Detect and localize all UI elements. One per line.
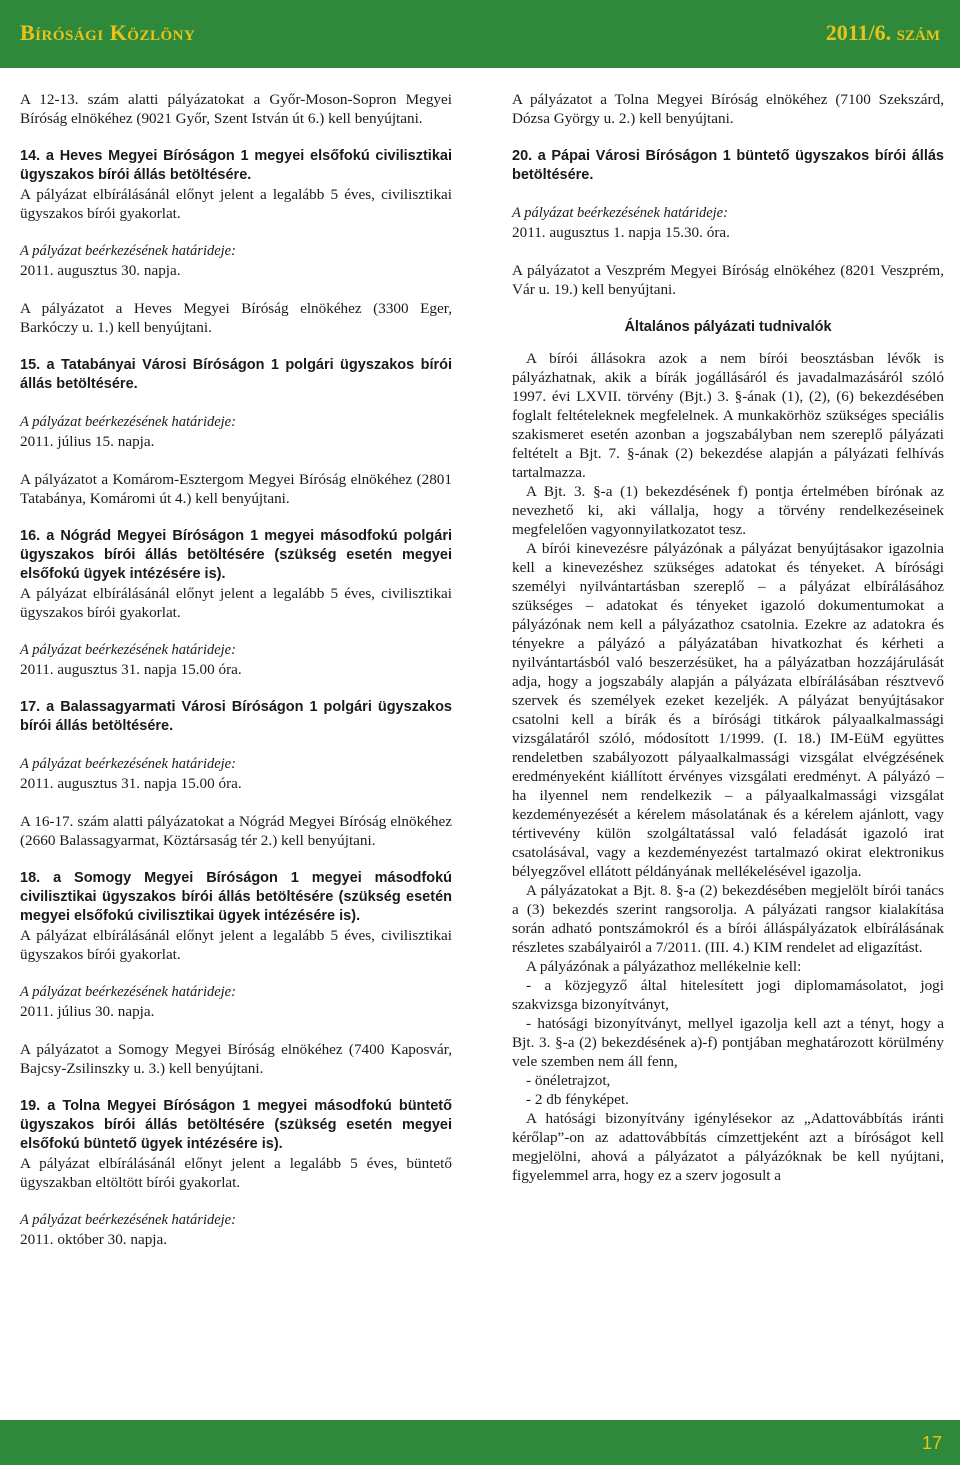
section-heading: 20. a Pápai Városi Bíróságon 1 büntető ügyszakos bírói állás betöltésére. [512, 148, 944, 183]
general-info-paragraph: - önéletrajzot, [526, 1072, 611, 1089]
general-info-paragraph: A bírói kinevezésre pályázónak a pályázat benyújtásakor igazolnia kell a kinevezéshez szükséges adatokat és tényeket. A bírósági személyi nyilvántartásban szereplő – a pályázat elbírálásához szükséges – adatokat és tényeket igazoló dokumentumokat a pályázónak nem kell a pályázathoz csatolnia. Ezekre az adatokra és tényekre a pályázó a pályázatában hivatkozhat és kérheti a nyilvántartásból való beszerzésüket, ha a pályázatban hozzájárulását adja, hogy a jogszabály alapján a pályázata elbírálásában résztvevő szervek és személyek ezeket kezeljék. A pályázat benyújtásakor csatolni kell a bírák és a bírósági titkárok pályaalkalmassági vizsgálatáról szóló, módosított 1/1999. (I. 18.) IM-EüM együttes rendeletben szabályozott pályaalkalmassági vizsgálat elvégzésének eredményeként kiállított érvényes vizsgálati eredményt. A pályázó – ha ilyennel nem rendelkezik – a pályaalkalmassági vizsgálat kezdeményezését a kérelem másolatának és a kérelem ajánlott, vagy tértivevény külön szolgáltatással való feladását igazoló irat csatolásával, vagy a kezdeményezést tartalmazó okirat elektronikus bélyegzővel ellátott példányának mellékelésével igazolja. [512, 540, 944, 880]
page-header [0, 0, 960, 68]
deadline-label: A pályázat beérkezésének határideje: [512, 205, 728, 221]
deadline-label: A pályázat beérkezésének határideje: [20, 756, 236, 772]
paragraph: 2011. október 30. napja. [20, 1231, 168, 1248]
section-heading: 15. a Tatabányai Városi Bíróságon 1 polgári ügyszakos bírói állás betöltésére. [20, 357, 452, 392]
publication-title: Bírósági Közlöny [20, 20, 196, 45]
paragraph: A pályázatot a Komárom-Esztergom Megyei Bíróság elnökéhez (2801 Tatabánya, Komáromi út 4.) kell benyújtani. [20, 471, 452, 507]
paragraph: A pályázat elbírálásánál előnyt jelent a legalább 5 éves, civilisztikai ügyszakos bírói gyakorlat. [20, 186, 452, 222]
paragraph: A pályázat elbírálásánál előnyt jelent a legalább 5 éves, büntető ügyszakban eltöltött bírói gyakorlat. [20, 1155, 452, 1191]
right-column [512, 90, 944, 1185]
deadline-label: A pályázat beérkezésének határideje: [20, 1212, 236, 1228]
paragraph: A pályázat elbírálásánál előnyt jelent a legalább 5 éves, civilisztikai ügyszakos bírói gyakorlat. [20, 585, 452, 621]
general-info-paragraph: - a közjegyző által hitelesített jogi diplomamásolatot, jogi szakvizsga bizonyítványt, [512, 977, 944, 1013]
general-info-paragraph: - 2 db fényképet. [526, 1091, 629, 1108]
general-info-paragraph: A Bjt. 3. §-a (1) bekezdésének f) pontja értelmében bírónak az nevezhető ki, aki vállalja, hogy a törvény rendelkezéseinek megfelelően vagyonnyilatkozatot tesz. [512, 483, 944, 538]
paragraph: A pályázatot a Heves Megyei Bíróság elnökéhez (3300 Eger, Barkóczy u. 1.) kell benyújtani. [20, 300, 452, 336]
paragraph: A pályázatot a Somogy Megyei Bíróság elnökéhez (7400 Kaposvár, Bajcsy-Zsilinszky u. 3.) kell benyújtani. [20, 1041, 452, 1077]
paragraph: 2011. július 30. napja. [20, 1003, 155, 1020]
general-info-title: Általános pályázati tudnivalók [624, 319, 832, 335]
general-info-paragraph: A pályázatokat a Bjt. 8. §-a (2) bekezdésében megjelölt bírói tanács a (3) bekezdés szerint rangsorolja. A pályázati rangsor kialakítása során adható pontszámokról és a bírói álláspályázatok elbírálásának részletes szabályairól a 7/2011. (III. 4.) KIM rendelet ad eligazítást. [512, 882, 944, 956]
deadline-label: A pályázat beérkezésének határideje: [20, 984, 236, 1000]
deadline-label: A pályázat beérkezésének határideje: [20, 243, 236, 259]
section-heading: 14. a Heves Megyei Bíróságon 1 megyei elsőfokú civilisztikai ügyszakos bírói állás betöltésére. [20, 148, 452, 183]
paragraph: 2011. augusztus 31. napja 15.00 óra. [20, 775, 242, 792]
issue-label: szám [896, 20, 940, 45]
section-heading: 18. a Somogy Megyei Bíróságon 1 megyei másodfokú civilisztikai ügyszakos bírói állás betöltésére (szükség esetén megyei elsőfokú civilisztikai ügyek intézésére is). [20, 870, 452, 924]
page-number: 17 [921, 1433, 942, 1453]
paragraph: 2011. augusztus 31. napja 15.00 óra. [20, 661, 242, 678]
general-info-paragraph: A bírói állásokra azok a nem bírói beosztásban lévők is pályázhatnak, akik a bírák jogállásáról és javadalmazásáról szóló 1997. évi LXVII. törvény (Bjt.) 3. §-ának (1), (2), (6) bekezdésében foglalt feltételeknek megfelelnek. A munkakörhöz szükséges speciális szakismeret esetén azonban a jogszabályban nem szereplő pályázati feltételt a Bjt. 7. §-ának (2) bekezdése alapján a pályázati felhívás tartalmazza. [512, 350, 944, 481]
page-footer [0, 1420, 960, 1465]
paragraph: A pályázat elbírálásánál előnyt jelent a legalább 5 éves, civilisztikai ügyszakos bírói gyakorlat. [20, 927, 452, 963]
paragraph: A pályázatot a Tolna Megyei Bíróság elnökéhez (7100 Szekszárd, Dózsa György u. 2.) kell benyújtani. [512, 91, 944, 127]
paragraph: 2011. július 15. napja. [20, 433, 155, 450]
paragraph: 2011. augusztus 1. napja 15.30. óra. [512, 224, 730, 241]
left-column [20, 90, 452, 1249]
paragraph: 2011. augusztus 30. napja. [20, 262, 181, 279]
section-heading: 19. a Tolna Megyei Bíróságon 1 megyei másodfokú büntető ügyszakos bírói állás betöltésére (szükség esetén megyei elsőfokú büntető ügyek intézésére is). [20, 1098, 452, 1152]
section-heading: 17. a Balassagyarmati Városi Bíróságon 1 polgári ügyszakos bírói állás betöltésére. [20, 699, 452, 734]
section-heading: 16. a Nógrád Megyei Bíróságon 1 megyei másodfokú polgári ügyszakos bírói állás betöltésére (szükség esetén megyei elsőfokú ügyek intézésére is). [20, 528, 452, 582]
paragraph: A pályázatot a Veszprém Megyei Bíróság elnökéhez (8201 Veszprém, Vár u. 19.) kell benyújtani. [512, 262, 944, 298]
paragraph: A 16-17. szám alatti pályázatokat a Nógrád Megyei Bíróság elnökéhez (2660 Balassagyarmat, Köztársaság tér 2.) kell benyújtani. [20, 813, 452, 849]
issue-year: 2011/6. [825, 20, 892, 45]
general-info-paragraph: A hatósági bizonyítvány igénylésekor az „Adattovábbítás iránti kérőlap”-on az adattovábbítás címzettjeként azt a bíróságot kell megjelölni, ahová a pályázatot a pályázóknak be kell nyújtani, figyelemmel arra, hogy ez a szerv jogosult a [512, 1110, 944, 1184]
deadline-label: A pályázat beérkezésének határideje: [20, 414, 236, 430]
deadline-label: A pályázat beérkezésének határideje: [20, 642, 236, 658]
general-info-paragraph: A pályázónak a pályázathoz mellékelnie kell: [526, 958, 802, 975]
general-info-paragraph: - hatósági bizonyítványt, mellyel igazolja kell azt a tényt, hogy a Bjt. 3. §-a (2) bekezdésének a)-f) pontjában meghatározott körülmény vele szemben nem áll fenn, [512, 1015, 944, 1070]
issue-number [826, 20, 940, 46]
paragraph: A 12-13. szám alatti pályázatokat a Győr-Moson-Sopron Megyei Bíróság elnökéhez (9021 Győr, Szent István út 6.) kell benyújtani. [20, 91, 452, 127]
